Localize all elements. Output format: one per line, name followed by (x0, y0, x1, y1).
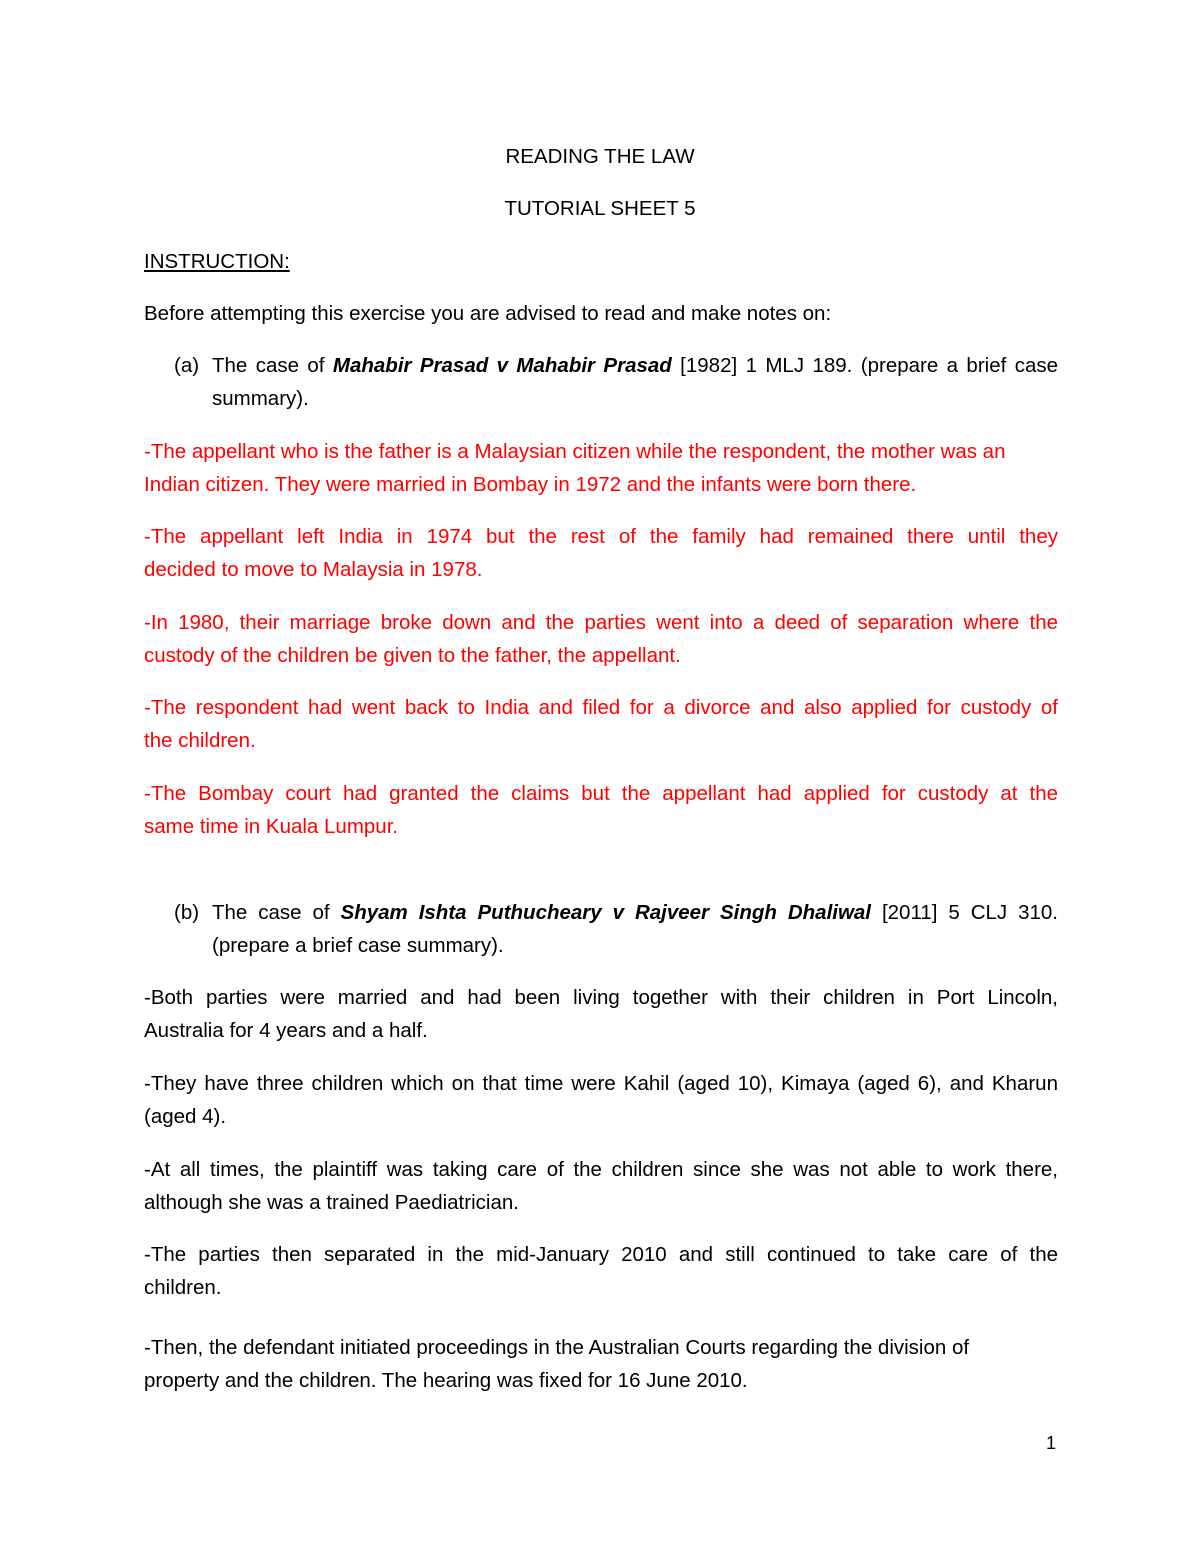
case-a-note-1-line-2: Indian citizen. They were married in Bombay in 1972 and the infants were born there. (144, 473, 917, 496)
case-a-line-1 (212, 350, 1058, 382)
case-a-name: Mahabir Prasad v Mahabir Prasad (332, 354, 672, 377)
case-a-label: (a) (174, 354, 200, 377)
document-title: READING THE LAW (505, 145, 695, 168)
case-a-note-3-line-1: -In 1980, their marriage broke down and the parties went into a deed of separation where the (144, 611, 1058, 634)
case-b-note-3-line-1: -At all times, the plaintiff was taking care of the children since she was not able to work there, (144, 1158, 1058, 1181)
case-a-note-5-line-1: -The Bombay court had granted the claims but the appellant had applied for custody at the (144, 782, 1058, 805)
instruction-heading: INSTRUCTION: (144, 250, 290, 273)
case-b-note-2-line-1: -They have three children which on that time were Kahil (aged 10), Kimaya (aged 6), and Kharun (144, 1072, 1058, 1095)
case-a-note-3-line-2: custody of the children be given to the father, the appellant. (144, 644, 681, 667)
case-a-citation: [1982] 1 MLJ 189. (prepare a brief case (671, 354, 1058, 377)
case-b-note-4-line-1: -The parties then separated in the mid-January 2010 and still continued to take care of the (144, 1243, 1058, 1266)
case-a-note-4-line-2: the children. (144, 729, 256, 752)
case-a-note-2-line-1: -The appellant left India in 1974 but the rest of the family had remained there until they (144, 525, 1058, 548)
case-b-continuation: (prepare a brief case summary). (212, 934, 504, 957)
case-b-line-1 (212, 897, 1058, 929)
case-b-citation: [2011] 5 CLJ 310. (871, 901, 1059, 924)
case-b-note-2-line-2: (aged 4). (144, 1105, 227, 1128)
intro-text: Before attempting this exercise you are advised to read and make notes on: (144, 302, 832, 325)
document-subtitle: TUTORIAL SHEET 5 (504, 197, 696, 220)
case-b-name: Shyam Ishta Puthucheary v Rajveer Singh Dhaliwal (340, 901, 872, 924)
case-a-prefix: The case of (212, 354, 333, 377)
case-b-label: (b) (174, 901, 200, 924)
case-a-continuation: summary). (212, 387, 309, 410)
case-b-prefix: The case of (212, 901, 341, 924)
case-b-note-5-line-1: -Then, the defendant initiated proceedings in the Australian Courts regarding the division of (144, 1336, 970, 1359)
case-b-note-3-line-2: although she was a trained Paediatrician. (144, 1191, 519, 1214)
case-a-note-1-line-1: -The appellant who is the father is a Malaysian citizen while the respondent, the mother was an (144, 440, 1006, 463)
case-a-note-5-line-2: same time in Kuala Lumpur. (144, 815, 399, 838)
case-b-note-4-line-2: children. (144, 1276, 222, 1299)
case-a-note-2-line-2: decided to move to Malaysia in 1978. (144, 558, 483, 581)
case-a-note-4-line-1: -The respondent had went back to India and filed for a divorce and also applied for custody of (144, 696, 1058, 719)
case-b-note-1-line-1: -Both parties were married and had been living together with their children in Port Lincoln, (144, 986, 1058, 1009)
case-b-note-1-line-2: Australia for 4 years and a half. (144, 1019, 428, 1042)
page-number: 1 (1045, 1433, 1056, 1453)
case-b-note-5-line-2: property and the children. The hearing was fixed for 16 June 2010. (144, 1369, 748, 1392)
